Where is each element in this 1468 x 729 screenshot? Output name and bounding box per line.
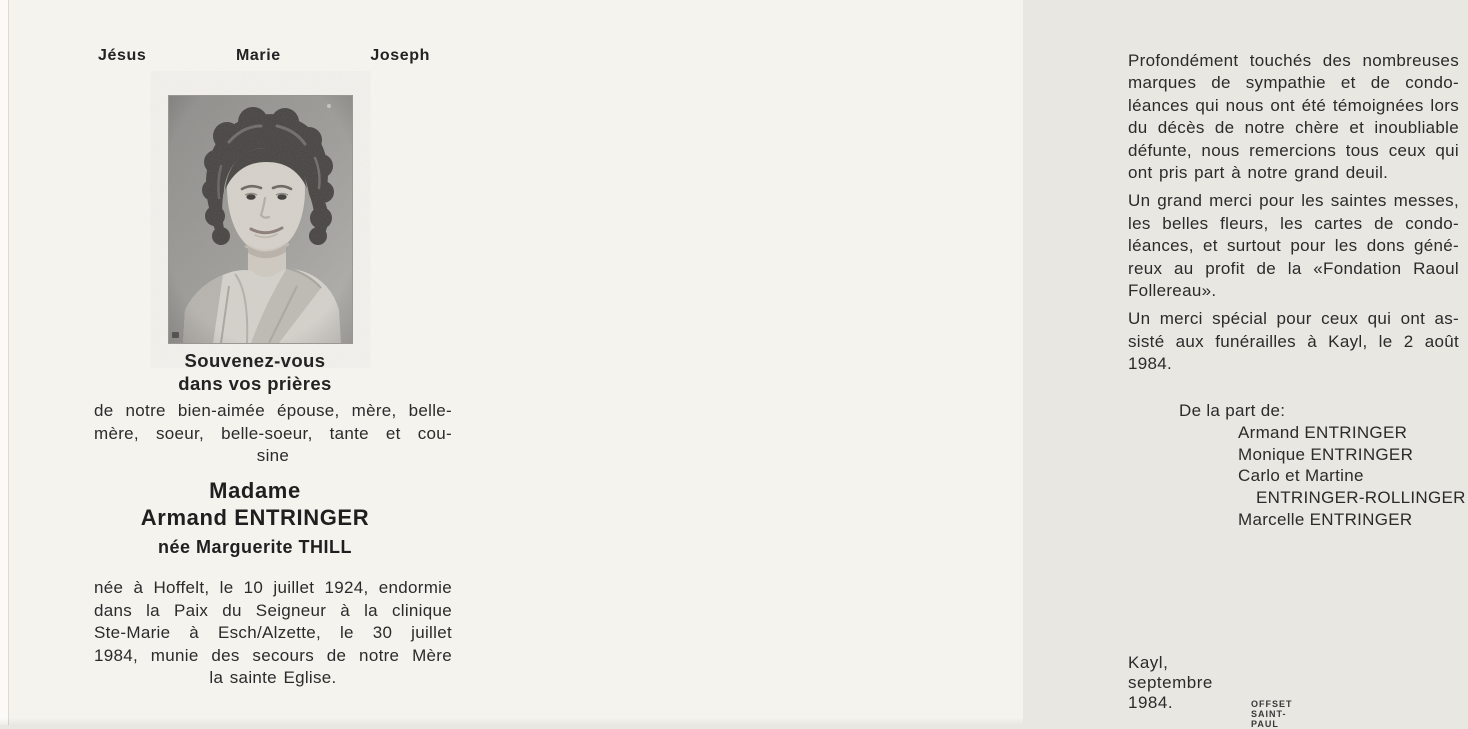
- thanks-column: [1128, 50, 1459, 382]
- text-line: 1984.: [1128, 354, 1173, 374]
- biography-paragraph: [94, 577, 452, 690]
- from-heading: De la part de:: [1179, 401, 1286, 420]
- deceased-title: Madame: [209, 478, 301, 503]
- thanks-paragraph-3: [1128, 308, 1459, 375]
- remember-heading: [75, 349, 435, 395]
- text-line: la sainte Eglise.: [209, 668, 337, 688]
- family-name: Monique ENTRINGER: [1238, 444, 1414, 464]
- right-page: [511, 0, 1466, 729]
- intro-paragraph: [94, 400, 452, 468]
- thanks-paragraph-1: [1128, 50, 1459, 184]
- family-names-list: [1238, 422, 1468, 531]
- invocation-row: [98, 47, 430, 65]
- text-line: reux au profit de la «Fondation Raoul: [1128, 258, 1459, 278]
- invocation-marie: Marie: [235, 47, 281, 64]
- text-line: mère, soeur, belle-soeur, tante et cou-: [94, 423, 452, 443]
- family-name: Armand ENTRINGER: [1238, 422, 1408, 442]
- remember-line: Souvenez-vous: [184, 350, 326, 371]
- text-line: défunte, nous remercions tous ceux qui: [1128, 140, 1459, 160]
- text-line: sine: [256, 446, 290, 466]
- text-line: Un grand merci pour les saintes messes,: [1128, 191, 1459, 211]
- text-line: Follereau».: [1128, 281, 1217, 301]
- text-line: sisté aux funérailles à Kayl, le 2 août: [1128, 331, 1459, 351]
- thanks-paragraph-2: [1128, 190, 1459, 302]
- text-line: marques de sympathie et de condo-: [1128, 73, 1459, 93]
- left-page: [0, 0, 511, 725]
- text-line: ont pris part à notre grand deuil.: [1128, 163, 1389, 183]
- printer-mark: OFFSET SAINT-PAUL: [1251, 699, 1293, 729]
- scan-bottom-shadow: [0, 718, 1023, 725]
- family-name: Carlo et Martine: [1238, 466, 1364, 486]
- from-block: [1128, 400, 1468, 531]
- deceased-name-block: [75, 478, 435, 560]
- closing-dateline: Kayl, septembre 1984.: [1128, 653, 1213, 712]
- text-line: Un merci spécial pour ceux qui ont as-: [1128, 309, 1459, 329]
- family-name: Marcelle ENTRINGER: [1238, 509, 1413, 529]
- invocation-jesus: Jésus: [98, 47, 147, 64]
- text-line: léances, et surtout pour les dons géné-: [1128, 236, 1459, 256]
- text-line: dans la Paix du Seigneur à la clinique: [94, 600, 452, 620]
- invocation-joseph: Joseph: [370, 47, 430, 64]
- text-line: les belles fleurs, les cartes de condo-: [1128, 213, 1459, 233]
- text-line: Profondément touchés des nombreuses: [1128, 51, 1459, 70]
- text-line: de notre bien-aimée épouse, mère, belle-: [94, 401, 452, 420]
- text-line: léances qui nous ont été témoignées lors: [1128, 95, 1459, 115]
- text-line: du décès de notre chère et inoubliable: [1128, 118, 1459, 138]
- portrait-photo: [168, 95, 353, 344]
- remember-line: dans vos prières: [178, 373, 332, 394]
- family-name: ENTRINGER-ROLLINGER: [1256, 488, 1466, 508]
- deceased-name: Armand ENTRINGER: [140, 505, 370, 530]
- deceased-maiden-name: née Marguerite THILL: [157, 537, 353, 557]
- text-line: née à Hoffelt, le 10 juillet 1924, endormie: [94, 578, 452, 597]
- text-line: Ste-Marie à Esch/Alzette, le 30 juillet: [94, 623, 452, 643]
- text-line: 1984, munie des secours de notre Mère: [94, 645, 452, 665]
